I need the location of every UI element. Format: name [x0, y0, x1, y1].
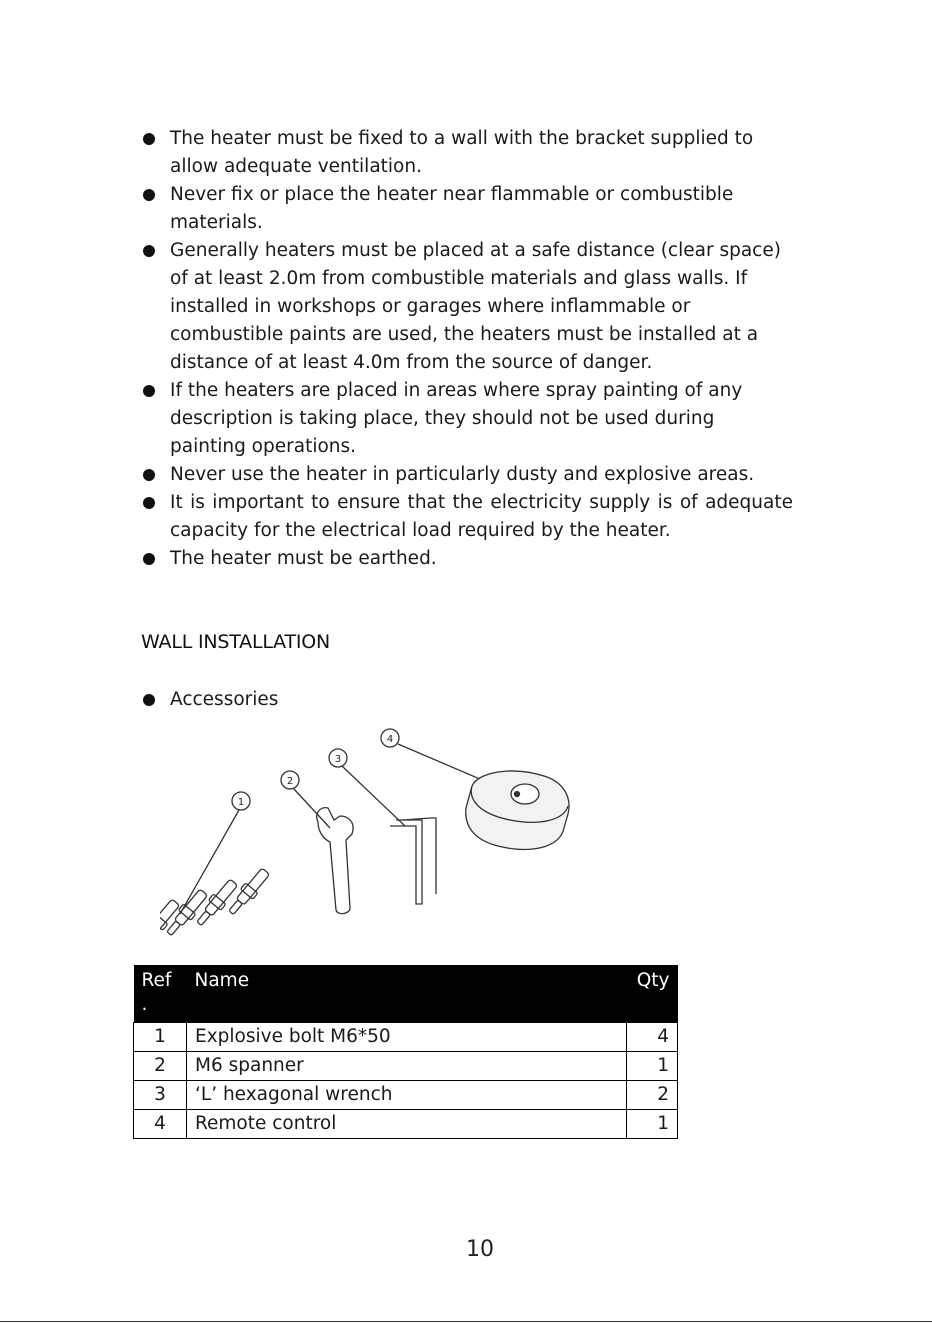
bullet-item: [141, 461, 793, 489]
bullet-dot-icon: [143, 245, 155, 257]
accessories-item: [141, 686, 541, 714]
remote-control-illustration: [466, 771, 569, 849]
section-heading: WALL INSTALLATION: [141, 631, 331, 653]
bullet-text: Generally heaters must be placed at a safe distance (clear space) of at least 2.0m from combustible materials and glass walls. If installed in workshops or garages where inflammable or combustible paints are used, the heaters must be installed at a distance of at least 4.0m from the source of danger.: [170, 240, 781, 373]
bullet-dot-icon: [143, 497, 155, 509]
page-number: 10: [466, 1237, 494, 1262]
accessories-table: [133, 965, 678, 1139]
bullet-item: [141, 489, 793, 545]
explosive-bolts-illustration: [160, 866, 272, 949]
bullet-text: It is important to ensure that the electricity supply is of adequate capacity for the electrical load required by the heater.: [170, 492, 793, 541]
cell-name: Remote control: [187, 1110, 627, 1139]
cell-name: M6 spanner: [187, 1052, 627, 1081]
cell-name: ‘L’ hexagonal wrench: [187, 1081, 627, 1110]
hex-wrench-illustration: [390, 818, 436, 904]
callout-label: 3: [334, 754, 342, 765]
callout-label: 1: [237, 797, 245, 808]
callout-label: 4: [386, 734, 394, 745]
callout-label: 2: [286, 776, 294, 787]
header-qty: Qty: [627, 965, 678, 1023]
bullet-item: [141, 237, 793, 377]
bullet-item: [141, 545, 793, 573]
bullet-dot-icon: [143, 133, 155, 145]
bullet-text: If the heaters are placed in areas where spray painting of any description is taking place, they should not be used during painting operations.: [170, 380, 743, 457]
bullet-text: Never use the heater in particularly dusty and explosive areas.: [170, 464, 755, 485]
table-header-row: [134, 965, 678, 1023]
callout-3: [329, 749, 347, 767]
cell-ref: 4: [134, 1110, 187, 1139]
cell-qty: 1: [627, 1052, 678, 1081]
accessories-diagram: [160, 724, 590, 954]
table-row: [134, 1081, 678, 1110]
callout-4: [381, 729, 399, 747]
bullet-text: The heater must be earthed.: [170, 548, 437, 569]
page-bottom-divider: [0, 1321, 932, 1322]
accessories-label: Accessories: [170, 689, 279, 710]
bullet-dot-icon: [143, 694, 155, 706]
cell-qty: 2: [627, 1081, 678, 1110]
bullet-item: [141, 181, 793, 237]
cell-qty: 4: [627, 1023, 678, 1052]
spanner-illustration: [317, 808, 353, 914]
cell-ref: 3: [134, 1081, 187, 1110]
cell-qty: 1: [627, 1110, 678, 1139]
bullet-item: [141, 125, 793, 181]
callout-1: [232, 792, 250, 810]
table-row: [134, 1110, 678, 1139]
bullet-dot-icon: [143, 469, 155, 481]
cell-ref: 1: [134, 1023, 187, 1052]
bullet-text: Never fix or place the heater near flammable or combustible materials.: [170, 184, 734, 233]
cell-name: Explosive bolt M6*50: [187, 1023, 627, 1052]
header-name: Name: [187, 965, 627, 1023]
header-ref: Ref .: [134, 965, 187, 1023]
cell-ref: 2: [134, 1052, 187, 1081]
bullet-dot-icon: [143, 189, 155, 201]
bullet-item: [141, 377, 793, 461]
table-row: [134, 1052, 678, 1081]
bullet-text: The heater must be fixed to a wall with the bracket supplied to allow adequate ventilation.: [170, 128, 754, 177]
bullet-dot-icon: [143, 553, 155, 565]
callout-leaders: [180, 744, 515, 914]
safety-bullet-list: [141, 125, 793, 573]
bullet-dot-icon: [143, 385, 155, 397]
table-row: [134, 1023, 678, 1052]
callout-2: [281, 771, 299, 789]
accessories-list: [141, 686, 541, 714]
